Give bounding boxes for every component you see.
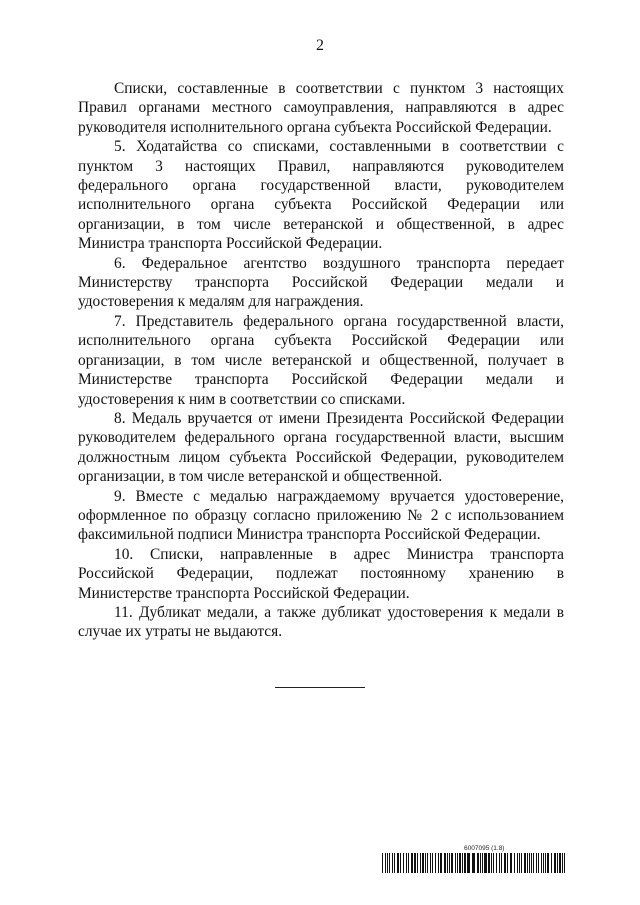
paragraph-7-representative: 7. Представитель федерального органа государственной власти, исполнительного органа субъекта Российской Федерации или организации, в том числе ветеранской и общественной, получает в Министерстве транспорта Российской Федерации медали и удостоверения к ним в соответствии со списками.	[78, 312, 564, 408]
paragraph-5-petitions: 5. Ходатайства со списками, составленными в соответствии с пунктом 3 настоящих Правил, направляются руководителем федерального органа государственной власти, руководителем исполнительного органа субъекта Российской Федерации или организации, в том числе ветеранской и общественной, в адрес Министра транспорта Российской Федерации.	[78, 138, 564, 253]
paragraph-8-presentation: 8. Медаль вручается от имени Президента Российской Федерации руководителем федерального органа государственной власти, высшим должностным лицом субъекта Российской Федерации, руководителем организации, в том числе ветеранской и общественной.	[78, 409, 564, 486]
paragraph-6-agency-transfer: 6. Федеральное агентство воздушного транспорта передает Министерству транспорта Российской Федерации медали и удостоверения к медалям для награждения.	[78, 254, 564, 311]
end-divider	[275, 687, 365, 688]
paragraph-9-certificate: 9. Вместе с медалью награждаемому вручается удостоверение, оформленное по образцу согласно приложению № 2 с использованием факсимильной подписи Министра транспорта Российской Федерации.	[78, 487, 564, 544]
barcode-icon	[382, 853, 565, 873]
document-code: 6007095 (1.8)	[464, 845, 505, 852]
page-number: 2	[316, 37, 324, 54]
document-body	[78, 79, 564, 642]
paragraph-lists-intro: Списки, составленные в соответствии с пунктом 3 настоящих Правил органами местного самоуправления, направляются в адрес руководителя исполнительного органа субъекта Российской Федерации.	[78, 80, 564, 136]
paragraph-10-storage: 10. Списки, направленные в адрес Министра транспорта Российской Федерации, подлежат постоянному хранению в Министерстве транспорта Российской Федерации.	[78, 545, 564, 602]
paragraph-11-duplicates: 11. Дубликат медали, а также дубликат удостоверения к медали в случае их утраты не выдаются.	[78, 603, 564, 641]
